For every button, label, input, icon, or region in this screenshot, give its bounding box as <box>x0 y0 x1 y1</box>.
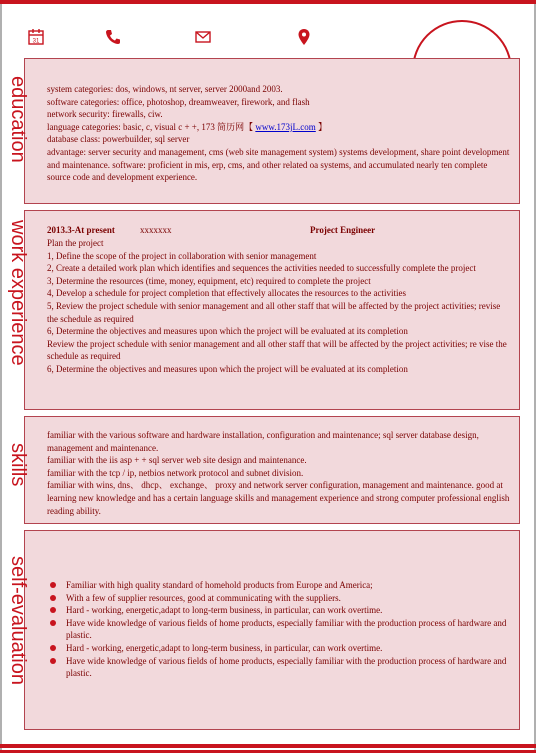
self-evaluation-list <box>47 579 513 680</box>
top-accent-bar <box>0 0 536 4</box>
work-position: Project Engineer <box>310 225 376 235</box>
svg-text:31: 31 <box>32 38 40 45</box>
location-icon <box>295 28 313 46</box>
skills-line: familiar with the tcp / ip, netbios network protocol and subnet division. <box>47 467 304 478</box>
education-section <box>24 58 520 204</box>
skills-line: familiar with wins, dns、 dhcp、 exchange、 proxy and network server configuration, management and maintenance. good at learning new knowledge and has a certain language skills and management experience and strong computer professional english reading ability. <box>47 480 510 516</box>
education-line: software categories: office, photoshop, dreamweaver, firework, and flash <box>47 96 310 107</box>
language-suffix: 】 <box>315 121 328 132</box>
work-company: xxxxxxx <box>140 225 172 235</box>
education-language-line <box>47 121 513 134</box>
work-line: 6, Determine the objectives and measures upon which the project will be evaluated at its completion <box>47 363 408 374</box>
skills-heading: skills <box>7 443 29 487</box>
education-line: network security: firewalls, ciw. <box>47 109 163 120</box>
education-content <box>47 83 513 184</box>
phone-icon <box>104 28 122 46</box>
mail-icon <box>194 28 212 46</box>
work-line: 3, Determine the resources (time, money, equipment, etc) required to complete the project <box>47 275 371 286</box>
work-line: 2, Create a detailed work plan which identifies and sequences the activities needed to successfully complete the project <box>47 263 476 274</box>
education-line: system categories: dos, windows, nt server, server 2000and 2003. <box>47 84 283 94</box>
list-item: With a few of supplier resources, good at communicating with the suppliers. <box>47 592 513 605</box>
education-line: database class: powerbuilder, sql server <box>47 134 190 145</box>
calendar-icon <box>27 28 45 46</box>
list-item: Hard - working, energetic,adapt to long-term business, in particular, can work overtime. <box>47 642 513 655</box>
work-line: 4, Develop a schedule for project completion that effectively allocates the resources to the activities <box>47 288 406 299</box>
education-line: advantage: server security and management, cms (web site management system) systems development, share point development and maintenance. software: proficient in mis, erp, cms, and other related oa systems, and accumulated nearly ten complete source code and development experience. <box>47 146 510 183</box>
list-item: Have wide knowledge of various fields of home products, especially familiar with the production process of hardware and plastic. <box>47 617 513 642</box>
language-prefix: language categories: basic, c, visual c + +, 173 简历网【 <box>47 121 256 132</box>
list-item: Familiar with high quality standard of homehold products from Europe and America; <box>47 579 513 592</box>
bottom-accent-bar <box>0 744 536 748</box>
work-content <box>47 224 513 376</box>
work-line: Review the project schedule with senior management and all other staff that will be affected by the project activities; re vise the schedule as required <box>47 338 507 362</box>
self-evaluation-content <box>47 579 513 680</box>
skills-content <box>47 429 513 517</box>
work-heading: work experience <box>7 220 29 366</box>
skills-line: familiar with the iis asp + + sql server web site design and maintenance. <box>47 455 307 466</box>
work-line: 5, Review the project schedule with senior management and all other staff that will be affected by the project activities; revise the schedule as required <box>47 300 501 324</box>
work-line: 1, Define the scope of the project in collaboration with senior management <box>47 250 317 261</box>
work-section <box>24 210 520 410</box>
skills-section <box>24 416 520 524</box>
list-item: Have wide knowledge of various fields of home products, especially familiar with the production process of hardware and plastic. <box>47 655 513 680</box>
skills-line: familiar with the various software and hardware installation, configuration and maintenance; sql server database design, management and maintenance. <box>47 430 479 453</box>
work-header <box>47 224 513 237</box>
self-evaluation-heading: self-evaluation <box>7 556 29 685</box>
self-evaluation-section <box>24 530 520 730</box>
education-heading: education <box>7 76 29 163</box>
work-period: 2013.3-At present <box>47 225 115 235</box>
website-link[interactable]: www.173jL.com <box>255 121 316 132</box>
list-item: Hard - working, energetic,adapt to long-term business, in particular, can work overtime. <box>47 604 513 617</box>
work-line: 6, Determine the objectives and measures upon which the project will be evaluated at its completion <box>47 326 408 337</box>
work-line: Plan the project <box>47 238 104 248</box>
